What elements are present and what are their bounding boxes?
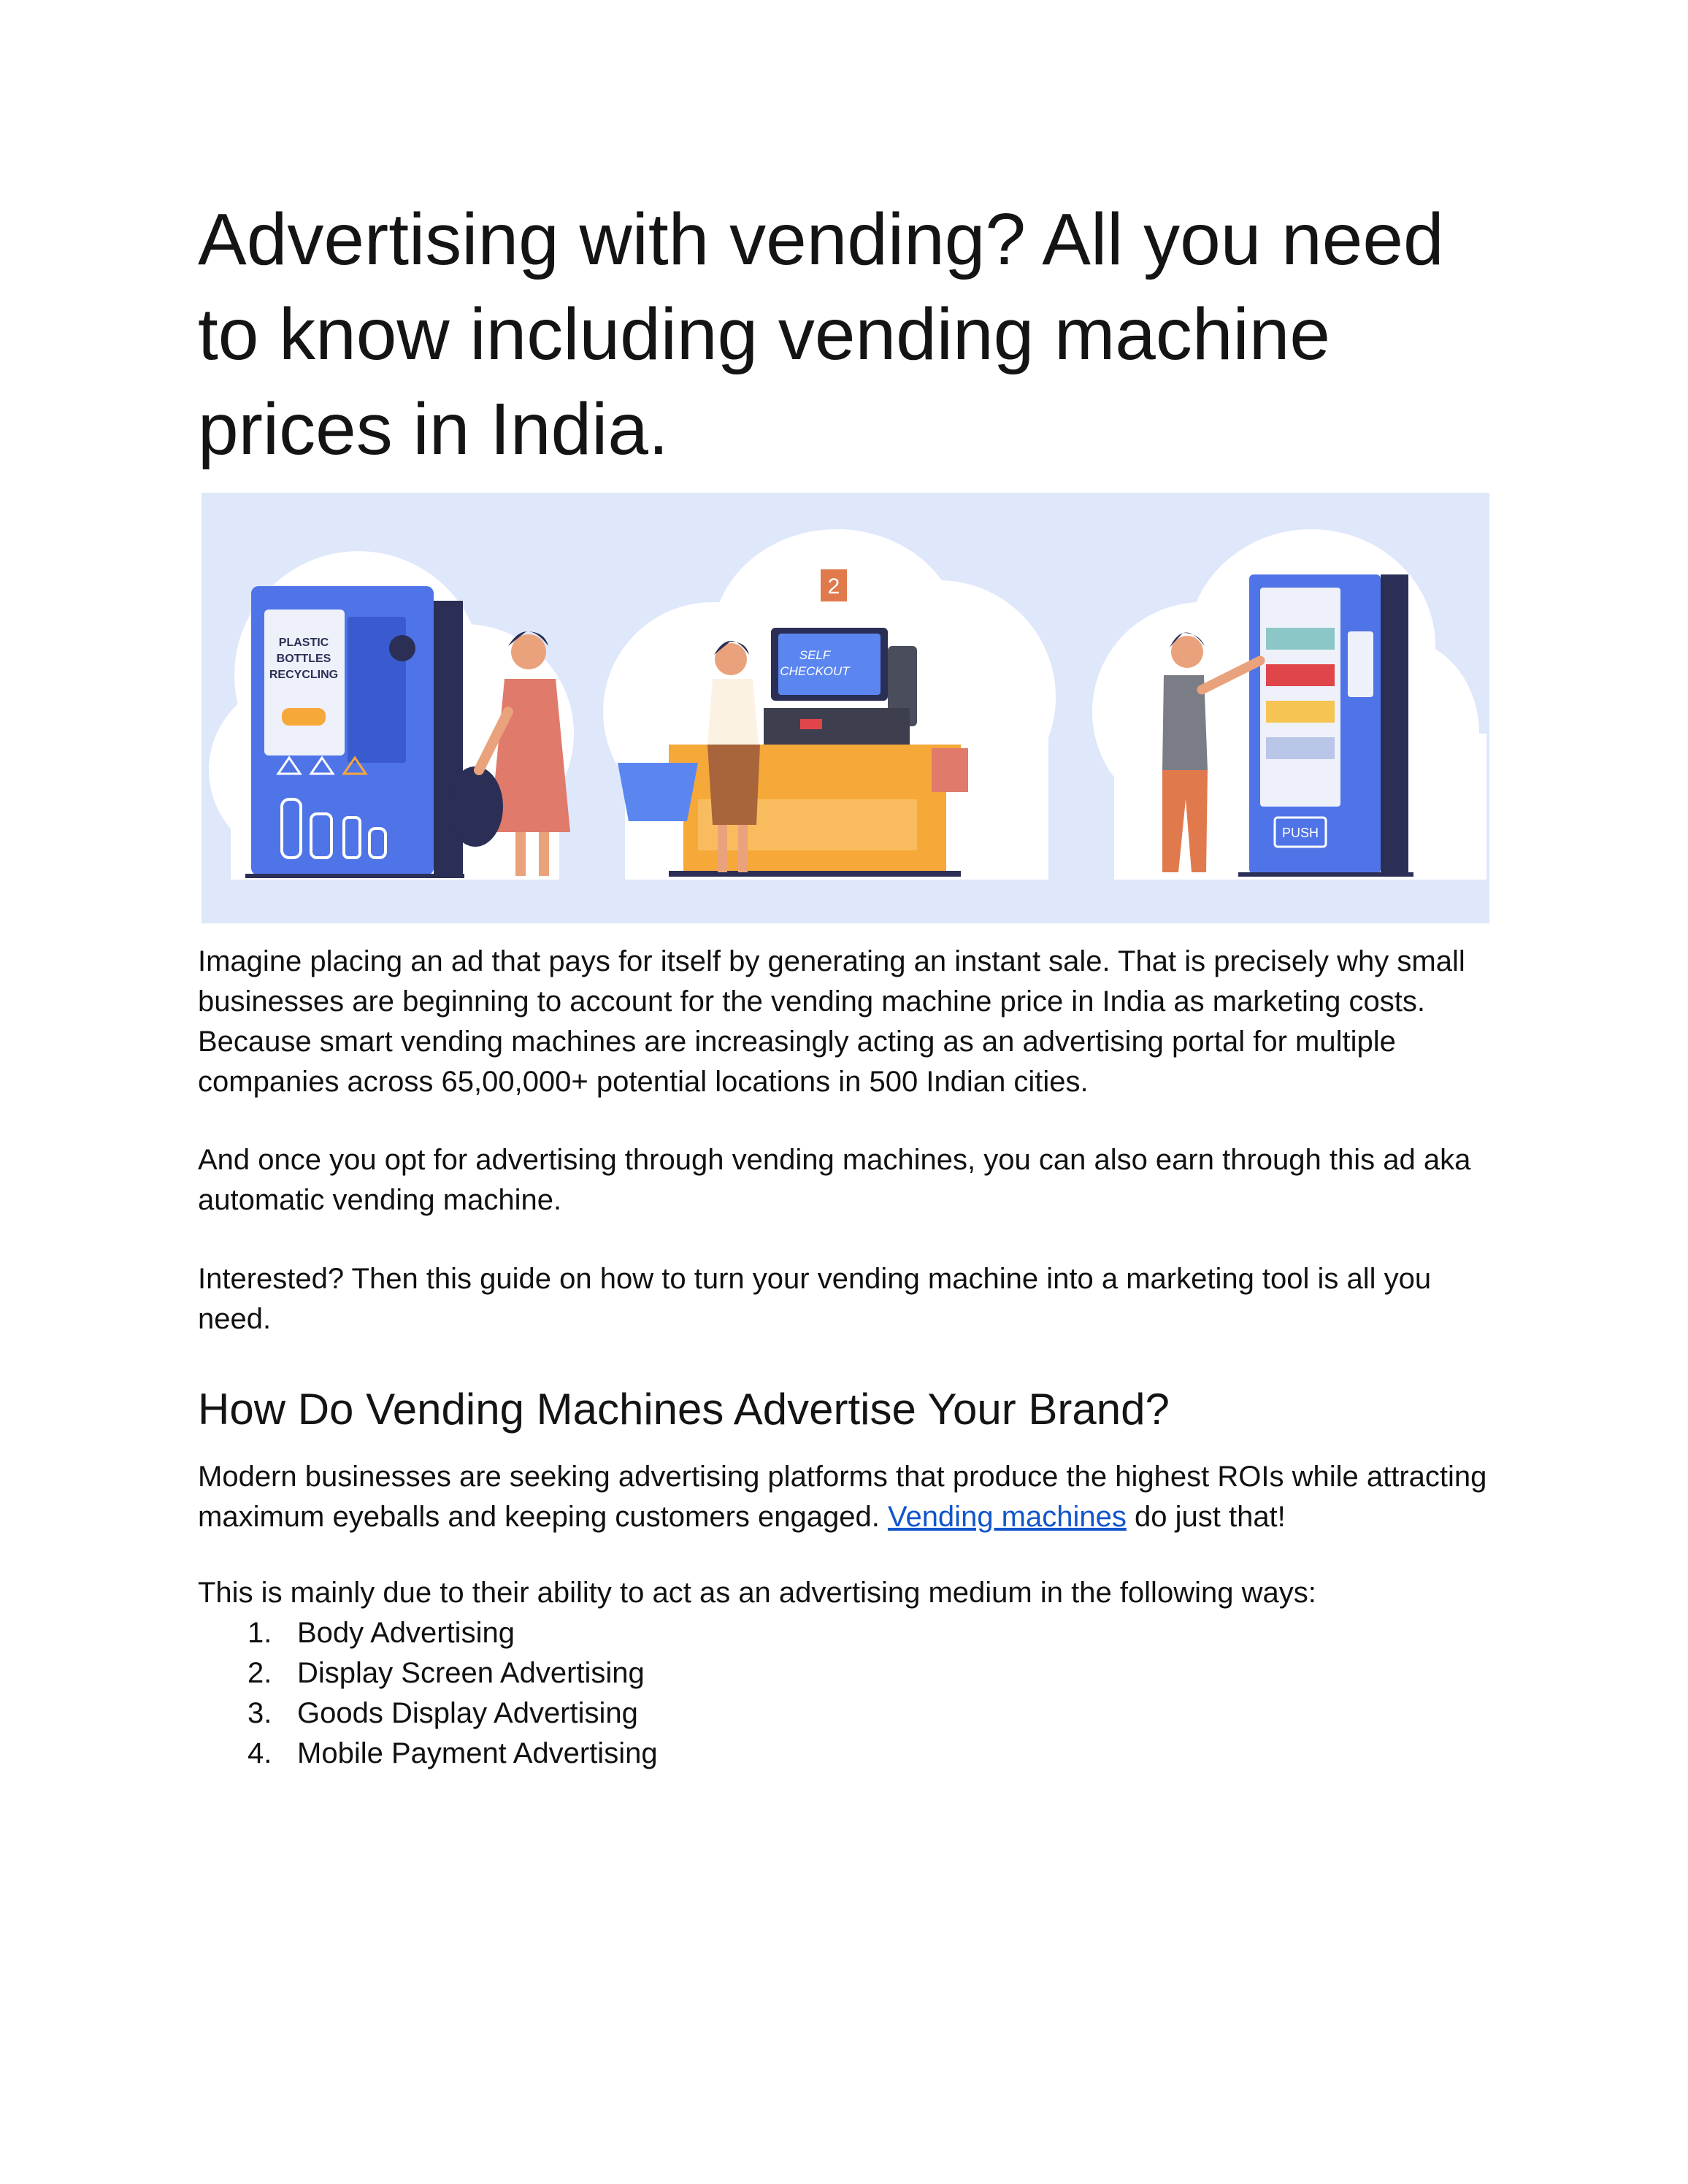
list-item bbox=[198, 1653, 658, 1693]
checkout-number: 2 bbox=[827, 574, 840, 599]
hero-illustration bbox=[202, 493, 1489, 923]
intro-paragraph-3: Interested? Then this guide on how to turn your vending machine into a marketing tool is all you need. bbox=[198, 1263, 1432, 1335]
snack-vending-machine bbox=[1238, 574, 1413, 877]
intro-paragraph-2: And once you opt for advertising through vending machines, you can also earn through this ad aka automatic vending machine. bbox=[198, 1144, 1471, 1216]
page-title: Advertising with vending? All you need to know including vending machine prices in India. bbox=[198, 199, 1444, 470]
list-item-number: 1. bbox=[248, 1617, 272, 1649]
push-label: PUSH bbox=[1281, 826, 1319, 840]
list-item bbox=[198, 1613, 658, 1653]
list-item-text: Body Advertising bbox=[297, 1617, 515, 1649]
list-item-text: Goods Display Advertising bbox=[297, 1697, 638, 1729]
machine1-line-2: BOTTLES bbox=[276, 653, 331, 665]
list-intro: This is mainly due to their ability to act as an advertising medium in the following ways: bbox=[198, 1577, 1316, 1609]
advertising-methods-list bbox=[198, 1613, 658, 1774]
list-item-number: 4. bbox=[248, 1737, 272, 1769]
section-text-before-link: Modern businesses are seeking advertising platforms that produce the highest ROIs while attracting maximum eyeballs and keeping customers engaged. bbox=[198, 1461, 1487, 1533]
list-item-text: Mobile Payment Advertising bbox=[297, 1737, 658, 1769]
checkout-line-2: CHECKOUT bbox=[780, 664, 850, 678]
section-paragraph bbox=[198, 1457, 1512, 1537]
recycling-machine bbox=[245, 586, 464, 878]
machine1-line-1: PLASTIC bbox=[278, 637, 329, 649]
list-item-number: 2. bbox=[248, 1657, 272, 1689]
machine1-line-3: RECYCLING bbox=[269, 669, 339, 681]
checkout-line-1: SELF bbox=[799, 648, 831, 662]
section-text-after-link: do just that! bbox=[1126, 1501, 1286, 1533]
list-item-number: 3. bbox=[248, 1697, 272, 1729]
vending-machines-link[interactable]: Vending machines bbox=[887, 1501, 1127, 1533]
list-item bbox=[198, 1693, 658, 1734]
intro-paragraph-1: Imagine placing an ad that pays for itself by generating an instant sale. That is precisely why small businesses are beginning to account for the vending machine price in India as marketing costs. Because smart vending machines are increasingly acting as an advertising portal for multiple companies across 65,00,000+ potential locations in 500 Indian cities. bbox=[198, 945, 1465, 1098]
section-heading: How Do Vending Machines Advertise Your Brand? bbox=[198, 1385, 1170, 1434]
list-item bbox=[198, 1734, 658, 1774]
vending-illustration bbox=[202, 493, 1489, 923]
list-item-text: Display Screen Advertising bbox=[297, 1657, 645, 1689]
